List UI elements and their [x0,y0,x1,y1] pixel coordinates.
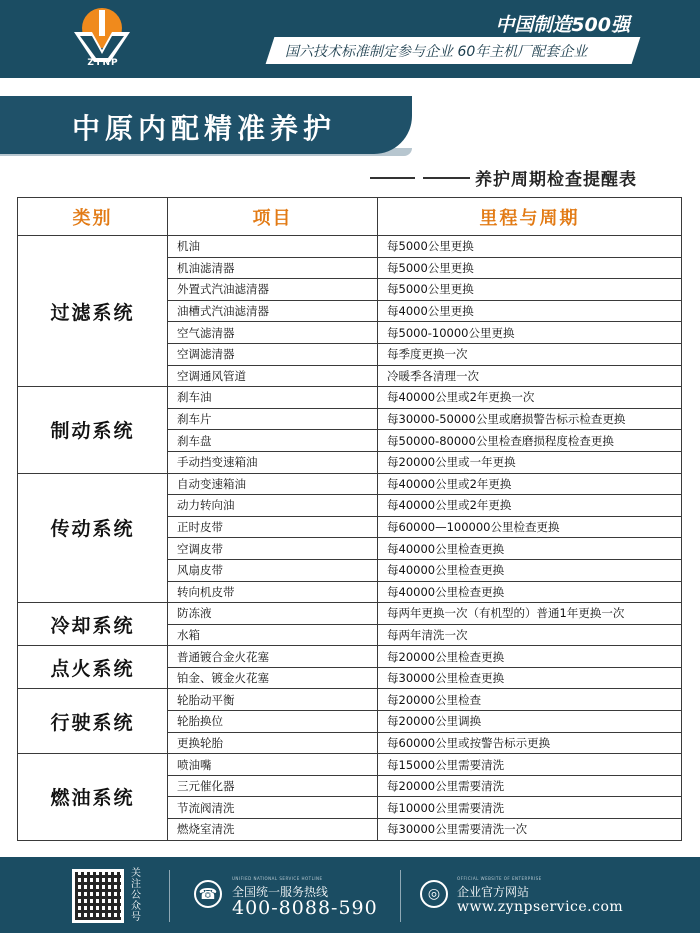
category-brake: 制动系统 [18,387,168,473]
website-link[interactable]: www.zynpservice.com [457,899,624,915]
item-cell: 手动挡变速箱油 [168,451,378,473]
page-title: 中原内配精准养护 [72,112,337,145]
interval-cell: 每5000公里更换 [378,279,682,301]
item-cell: 空气滤清器 [168,322,378,344]
interval-cell: 每50000-80000公里检查磨损程度检查更换 [378,430,682,452]
item-cell: 转向机皮带 [168,581,378,603]
item-cell: 空调通风管道 [168,365,378,387]
subtitle-dash [370,177,470,179]
item-cell: 轮胎动平衡 [168,689,378,711]
interval-cell: 每5000-10000公里更换 [378,322,682,344]
item-cell: 油槽式汽油滤清器 [168,300,378,322]
header-category: 类别 [18,198,168,236]
table-row [18,236,682,258]
interval-cell: 每60000公里或按警告标示更换 [378,732,682,754]
item-cell: 空调皮带 [168,538,378,560]
interval-cell: 每30000公里检查更换 [378,667,682,689]
logo-wordmark: ZYNP [87,58,119,68]
item-cell: 普通镀合金火花塞 [168,646,378,668]
table-row [18,646,682,668]
hotline-label: 全国统一服务热线 [232,885,329,899]
item-cell: 刹车油 [168,387,378,409]
item-cell: 外置式汽油滤清器 [168,279,378,301]
interval-cell: 每20000公里检查 [378,689,682,711]
category-ignition: 点火系统 [18,646,168,689]
item-cell: 机油滤清器 [168,257,378,279]
interval-cell: 每4000公里更换 [378,300,682,322]
item-cell: 刹车片 [168,408,378,430]
phone-icon: ☎ [194,880,222,908]
table-row [18,603,682,625]
interval-cell: 每40000公里检查更换 [378,559,682,581]
interval-cell: 每40000公里检查更换 [378,581,682,603]
item-cell: 空调滤清器 [168,343,378,365]
item-cell: 三元催化器 [168,775,378,797]
item-cell: 更换轮胎 [168,732,378,754]
interval-cell: 每20000公里需要清洗 [378,775,682,797]
item-cell: 轮胎换位 [168,711,378,733]
interval-cell: 每30000公里需要清洗一次 [378,819,682,841]
item-cell: 节流阀清洗 [168,797,378,819]
qr-code[interactable] [72,869,124,923]
footer-divider [400,870,401,922]
item-cell: 风扇皮带 [168,559,378,581]
slogan-top500: 中国制造500强 [495,14,630,36]
category-driving: 行驶系统 [18,689,168,754]
header-item: 项目 [168,198,378,236]
table-row [18,473,682,495]
hotline-en: UNIFIED NATIONAL SERVICE HOTLINE [232,876,323,881]
item-cell: 机油 [168,236,378,258]
interval-cell: 每两年清洗一次 [378,624,682,646]
page-subtitle: 养护周期检查提醒表 [475,170,637,190]
interval-cell: 每20000公里或一年更换 [378,451,682,473]
interval-cell: 每20000公里调换 [378,711,682,733]
website-en: OFFICIAL WEBSITE OF ENTERPRISE [457,876,542,881]
interval-cell: 每两年更换一次（有机型的）普通1年更换一次 [378,603,682,625]
table-row [18,387,682,409]
table-row [18,754,682,776]
slogan-sub: 国六技术标准制定参与企业 60年主机厂配套企业 [285,44,588,60]
item-cell: 铂金、镀金火花塞 [168,667,378,689]
category-filter: 过滤系统 [18,236,168,387]
interval-cell: 每5000公里更换 [378,236,682,258]
qr-label: 关注公众号 [131,868,141,923]
interval-cell: 冷暖季各清理一次 [378,365,682,387]
interval-cell: 每40000公里或2年更换 [378,495,682,517]
item-cell: 喷油嘴 [168,754,378,776]
category-cooling: 冷却系统 [18,603,168,646]
interval-cell: 每5000公里更换 [378,257,682,279]
interval-cell: 每季度更换一次 [378,343,682,365]
header-interval: 里程与周期 [378,198,682,236]
table-header-row [18,198,682,236]
interval-cell: 每20000公里检查更换 [378,646,682,668]
globe-icon: ◎ [420,880,448,908]
item-cell: 燃烧室清洗 [168,819,378,841]
interval-cell: 每40000公里或2年更换一次 [378,387,682,409]
interval-cell: 每30000-50000公里或磨损警告标示检查更换 [378,408,682,430]
category-fuel: 燃油系统 [18,754,168,840]
table-row [18,581,682,603]
interval-cell: 每15000公里需要清洗 [378,754,682,776]
item-cell: 刹车盘 [168,430,378,452]
interval-cell: 每40000公里检查更换 [378,538,682,560]
footer-divider [169,870,170,922]
category-transmission: 传动系统 [18,473,168,581]
website-label: 企业官方网站 [457,885,530,899]
category-transmission-cont [18,581,168,603]
interval-cell: 每40000公里或2年更换 [378,473,682,495]
interval-cell: 每60000—100000公里检查更换 [378,516,682,538]
item-cell: 防冻液 [168,603,378,625]
hotline-number[interactable]: 400-8088-590 [232,897,378,919]
interval-cell: 每10000公里需要清洗 [378,797,682,819]
item-cell: 自动变速箱油 [168,473,378,495]
table-row [18,689,682,711]
item-cell: 动力转向油 [168,495,378,517]
item-cell: 正时皮带 [168,516,378,538]
item-cell: 水箱 [168,624,378,646]
maintenance-table [17,197,682,841]
